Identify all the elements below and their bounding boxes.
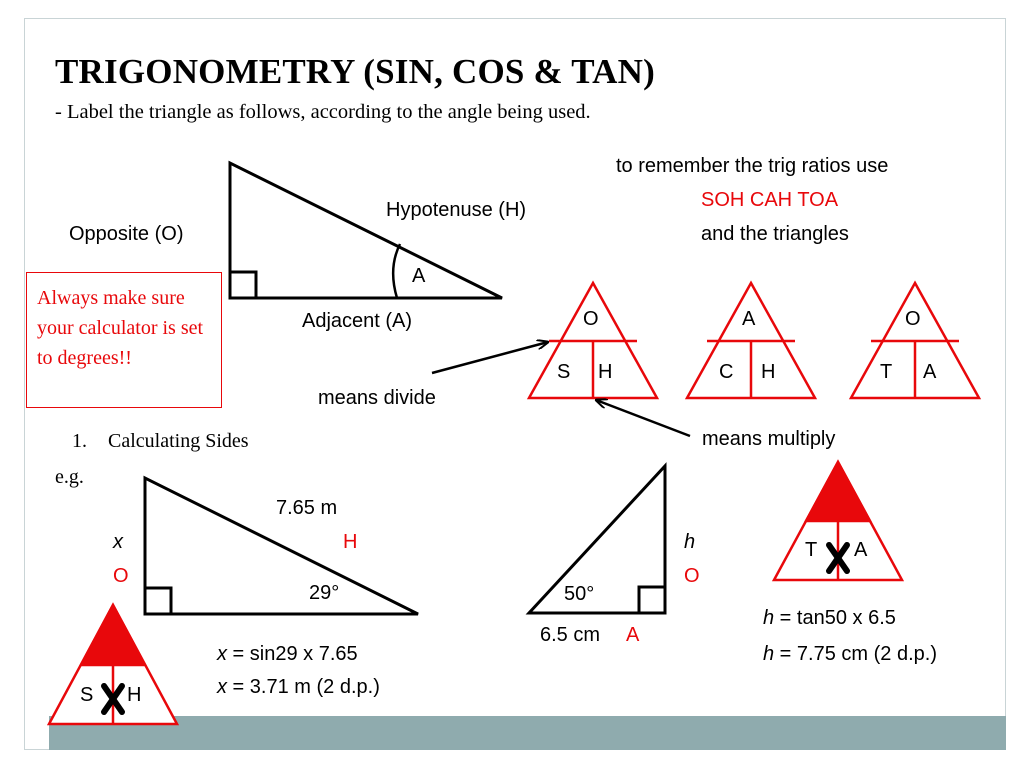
example1-formula — [217, 643, 358, 666]
example2-side-var: h — [684, 531, 696, 553]
formula-expression: = tan50 x 6.5 — [774, 607, 896, 629]
toa-right: A — [923, 361, 937, 383]
mnemonic: SOH CAH TOA — [701, 189, 839, 211]
formula-triangle-soh — [529, 283, 657, 398]
soh-left: S — [557, 361, 571, 383]
example2-result — [763, 643, 937, 666]
hypotenuse-label: Hypotenuse (H) — [386, 199, 527, 221]
means-divide-label: means divide — [318, 387, 436, 409]
right-angle-marker — [230, 272, 256, 298]
section-heading — [72, 430, 249, 453]
cah-right: H — [761, 361, 776, 383]
memory-line: to remember the trig ratios use — [616, 155, 889, 177]
formula-variable: h — [763, 643, 775, 665]
page-subtitle: - Label the triangle as follows, according to the angle being used. — [55, 101, 591, 123]
degrees-warning-box: Always make sure your calculator is set to degrees!! — [26, 272, 222, 408]
example1-hyp-value: 7.65 m — [276, 497, 338, 519]
formula-result: = 7.75 cm (2 d.p.) — [774, 643, 937, 665]
formula-variable: x — [217, 676, 227, 698]
example1-side-letter: O — [113, 565, 129, 587]
adjacent-label: Adjacent (A) — [302, 310, 413, 332]
main-triangle — [230, 163, 502, 298]
formula-variable: h — [763, 607, 775, 629]
example1-formula-triangle — [49, 605, 177, 724]
angle-label: A — [412, 265, 426, 287]
toa-left: T — [880, 361, 893, 383]
eg-label: e.g. — [55, 466, 84, 488]
example1-side-var: x — [113, 531, 123, 553]
example2-angle: 50° — [564, 583, 595, 605]
example1-triangle-left: S — [80, 684, 94, 706]
cah-left: C — [719, 361, 734, 383]
formula-expression: = sin29 x 7.65 — [227, 643, 358, 665]
memory-line-triangles: and the triangles — [701, 223, 849, 245]
formula-triangle-cah — [687, 283, 815, 398]
formula-variable: x — [217, 643, 227, 665]
toa-top: O — [905, 308, 921, 330]
formula-triangle-toa — [851, 283, 979, 398]
example2-adj-value: 6.5 cm — [540, 624, 601, 646]
opposite-label: Opposite (O) — [69, 223, 184, 245]
page-title: TRIGONOMETRY (SIN, COS & TAN) — [55, 52, 655, 91]
example1-result — [217, 676, 380, 699]
cah-top: A — [742, 308, 756, 330]
example1-angle: 29° — [309, 582, 340, 604]
multiply-arrow-icon — [596, 400, 690, 436]
soh-top: O — [583, 308, 599, 330]
soh-right: H — [598, 361, 613, 383]
example2-side-letter: O — [684, 565, 700, 587]
section-number: 1. — [72, 430, 87, 452]
formula-result: = 3.71 m (2 d.p.) — [227, 676, 380, 698]
example1-triangle-right: H — [127, 684, 142, 706]
example2-adj-letter: A — [626, 624, 640, 646]
example2-triangle-left: T — [805, 539, 818, 561]
divide-arrow-icon — [432, 342, 548, 373]
section-title: Calculating Sides — [108, 430, 249, 452]
means-multiply-label: means multiply — [702, 428, 836, 450]
example1-hyp-letter: H — [343, 531, 358, 553]
example2-triangle-right: A — [854, 539, 868, 561]
angle-arc — [393, 244, 400, 298]
example2-formula — [763, 607, 896, 630]
example2-triangle — [529, 466, 665, 613]
